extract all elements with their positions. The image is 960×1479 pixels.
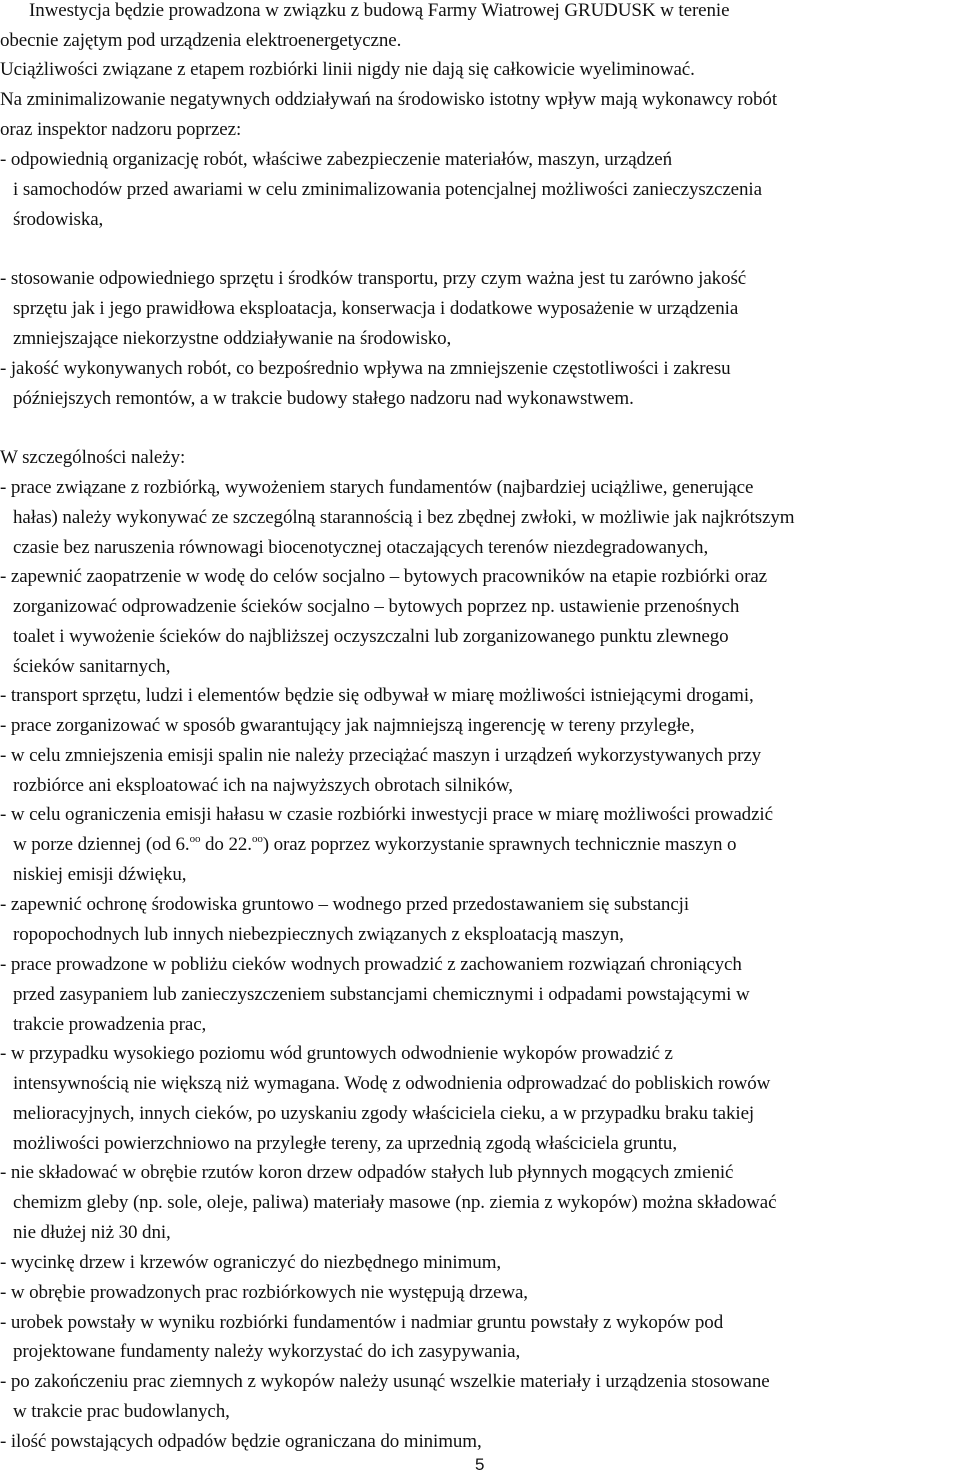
list-item-continuation: ropopochodnych lub innych niebezpiecznych związanych z eksploatacją maszyn, — [13, 924, 624, 945]
hours-text-part-1: w porze dziennej (od 6. — [13, 834, 190, 855]
list-item-continuation: i samochodów przed awariami w celu zminimalizowania potencjalnej możliwości zanieczyszczenia — [13, 179, 762, 200]
hours-superscript: oo — [251, 833, 263, 845]
list-item-continuation: melioracyjnych, innych cieków, po uzyskaniu zgody właściciela cieku, a w przypadku braku takiej — [13, 1103, 755, 1124]
list-item-continuation: hałas) należy wykonywać ze szczególną starannością i bez zbędnej zwłoki, w możliwie jak najkrótszym — [13, 507, 795, 528]
list-item: - transport sprzętu, ludzi i elementów będzie się odbywał w miarę możliwości istniejącymi drogami, — [0, 685, 754, 706]
list-item-continuation: zmniejszające niekorzystne oddziaływanie na środowisko, — [13, 328, 452, 349]
list-item: - urobek powstały w wyniku rozbiórki fundamentów i nadmiar gruntu powstały z wykopów pod — [0, 1312, 724, 1333]
list-item: - w przypadku wysokiego poziomu wód gruntowych odwodnienie wykopów prowadzić z — [0, 1043, 673, 1064]
list-item: - prace zorganizować w sposób gwarantujący jak najmniejszą ingerencję w tereny przyległe, — [0, 715, 695, 736]
list-item-continuation: sprzętu jak i jego prawidłowa eksploatacja, konserwacja i dodatkowe wyposażenie w urządzenia — [13, 298, 739, 319]
list-item-continuation: chemizm gleby (np. sole, oleje, paliwa) materiały masowe (np. ziemia z wykopów) można składować — [13, 1192, 777, 1213]
list-item-continuation: ścieków sanitarnych, — [13, 656, 171, 677]
hours-text-part-3: ) oraz poprzez wykorzystanie sprawnych technicznie maszyn o — [262, 834, 737, 855]
paragraph-line: obecnie zajętym pod urządzenia elektroenergetyczne. — [0, 30, 402, 51]
hours-text-part-2: do 22. — [200, 834, 252, 855]
list-item-continuation: rozbiórce ani eksploatować ich na najwyższych obrotach silników, — [13, 775, 513, 796]
list-item: - prace związane z rozbiórką, wywożeniem starych fundamentów (najbardziej uciążliwe, generujące — [0, 477, 754, 498]
list-item: - odpowiednią organizację robót, właściwe zabezpieczenie materiałów, maszyn, urządzeń — [0, 149, 673, 170]
list-item-continuation: w trakcie prac budowlanych, — [13, 1401, 230, 1422]
list-item: - wycinkę drzew i krzewów ograniczyć do niezbędnego minimum, — [0, 1252, 502, 1273]
list-item: - zapewnić ochronę środowiska gruntowo – wodnego przed przedostawaniem się substancji — [0, 894, 690, 915]
list-item: - w celu zmniejszenia emisji spalin nie należy przeciążać maszyn i urządzeń wykorzystywanych przy — [0, 745, 762, 766]
hours-superscript: oo — [189, 833, 201, 845]
list-item-continuation: środowiska, — [13, 209, 104, 230]
list-item: - nie składować w obrębie rzutów koron drzew odpadów stałych lub płynnych mogących zmienić — [0, 1162, 734, 1183]
paragraph-line: Na zminimalizowanie negatywnych oddziaływań na środowisko istotny wpływ mają wykonawcy robót — [0, 89, 778, 110]
list-item-continuation: możliwości powierzchniowo na przyległe tereny, za uprzednią zgodą właściciela gruntu, — [13, 1133, 677, 1154]
list-item-continuation: przed zasypaniem lub zanieczyszczeniem substancjami chemicznymi i odpadami powstającymi w — [13, 984, 750, 1005]
list-item: - w obrębie prowadzonych prac rozbiórkowych nie występują drzewa, — [0, 1282, 528, 1303]
list-item-continuation: niskiej emisji dźwięku, — [13, 864, 187, 885]
list-item: - stosowanie odpowiedniego sprzętu i środków transportu, przy czym ważna jest tu zarówno jakość — [0, 268, 747, 289]
list-item-continuation: trakcie prowadzenia prac, — [13, 1014, 207, 1035]
paragraph-line: Uciążliwości związane z etapem rozbiórki linii nigdy nie dają się całkowicie wyeliminować. — [0, 59, 695, 80]
section-heading: W szczególności należy: — [0, 447, 186, 468]
list-item: - prace prowadzone w pobliżu cieków wodnych prowadzić z zachowaniem rozwiązań chroniących — [0, 954, 742, 975]
list-item-continuation: późniejszych remontów, a w trakcie budowy stałego nadzoru nad wykonawstwem. — [13, 388, 634, 409]
list-item-continuation: toalet i wywożenie ścieków do najbliższej oczyszczalni lub zorganizowanego punktu zlewnego — [13, 626, 729, 647]
list-item-continuation: projektowane fundamenty należy wykorzystać do ich zasypywania, — [13, 1341, 521, 1362]
list-item-continuation — [13, 834, 736, 856]
page-number: 5 — [475, 1455, 485, 1474]
list-item: - zapewnić zaopatrzenie w wodę do celów socjalno – bytowych pracowników na etapie rozbiórki oraz — [0, 566, 767, 587]
list-item: - po zakończeniu prac ziemnych z wykopów należy usunąć wszelkie materiały i urządzenia stosowane — [0, 1371, 770, 1392]
list-item-continuation: intensywnością nie większą niż wymagana. Wodę z odwodnienia odprowadzać do pobliskich rowów — [13, 1073, 771, 1094]
list-item-continuation: zorganizować odprowadzenie ścieków socjalno – bytowych poprzez np. ustawienie przenośnych — [13, 596, 740, 617]
paragraph-line: oraz inspektor nadzoru poprzez: — [0, 119, 242, 140]
list-item-continuation: czasie bez naruszenia równowagi biocenotycznej otaczających terenów niezdegradowanych, — [13, 537, 709, 558]
list-item: - w celu ograniczenia emisji hałasu w czasie rozbiórki inwestycji prace w miarę możliwości prowadzić — [0, 804, 773, 825]
list-item-continuation: nie dłużej niż 30 dni, — [13, 1222, 171, 1243]
paragraph-line: Inwestycja będzie prowadzona w związku z budową Farmy Wiatrowej GRUDUSK w terenie — [29, 0, 730, 21]
list-item: - ilość powstających odpadów będzie ograniczana do minimum, — [0, 1431, 482, 1452]
list-item: - jakość wykonywanych robót, co bezpośrednio wpływa na zmniejszenie częstotliwości i zakresu — [0, 358, 731, 379]
